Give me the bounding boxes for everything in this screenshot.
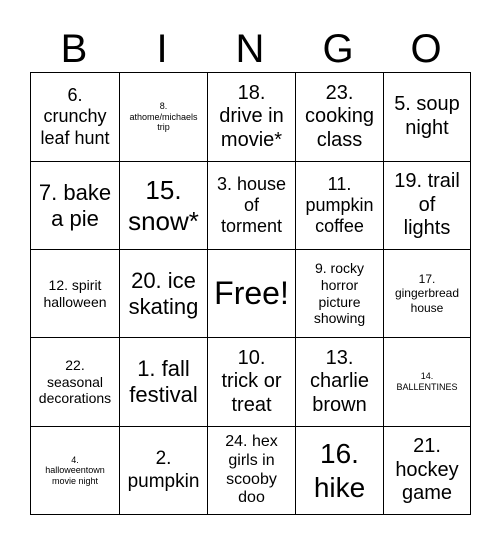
bingo-cell[interactable]: 14. BALLENTINES [384, 338, 471, 427]
free-space-cell[interactable]: Free! [208, 250, 296, 338]
bingo-cell[interactable]: 11. pumpkin coffee [296, 162, 384, 250]
bingo-cell[interactable]: 5. soup night [384, 73, 471, 162]
bingo-cell[interactable]: 24. hex girls in scooby doo [208, 427, 296, 515]
bingo-cell[interactable]: 22. seasonal decorations [31, 338, 120, 427]
header-letter-b: B [60, 26, 88, 71]
bingo-cell[interactable]: 1. fall festival [120, 338, 208, 427]
bingo-cell[interactable]: 2. pumpkin [120, 427, 208, 515]
bingo-cell[interactable]: 15. snow* [120, 162, 208, 250]
bingo-cell[interactable]: 16. hike [296, 427, 384, 515]
header-letter-i: I [156, 26, 168, 71]
bingo-cell[interactable]: 4. halloweentown movie night [31, 427, 120, 515]
bingo-cell[interactable]: 9. rocky horror picture showing [296, 250, 384, 338]
header-letter-o: O [410, 26, 442, 71]
bingo-cell[interactable]: 23. cooking class [296, 73, 384, 162]
bingo-cell[interactable]: 21. hockey game [384, 427, 471, 515]
bingo-cell[interactable]: 13. charlie brown [296, 338, 384, 427]
bingo-cell[interactable]: 3. house of torment [208, 162, 296, 250]
bingo-cell[interactable]: 7. bake a pie [31, 162, 120, 250]
bingo-cell[interactable]: 8. athome/michaels trip [120, 73, 208, 162]
bingo-cell[interactable]: 17. gingerbread house [384, 250, 471, 338]
header-letter-g: G [322, 26, 354, 71]
bingo-header [30, 26, 471, 72]
bingo-cell[interactable]: 10. trick or treat [208, 338, 296, 427]
bingo-board [30, 72, 471, 515]
bingo-cell[interactable]: 12. spirit halloween [31, 250, 120, 338]
bingo-cell[interactable]: 19. trail of lights [384, 162, 471, 250]
header-letter-n: N [235, 26, 265, 71]
bingo-cell[interactable]: 20. ice skating [120, 250, 208, 338]
bingo-cell[interactable]: 6. crunchy leaf hunt [31, 73, 120, 162]
bingo-cell[interactable]: 18. drive in movie* [208, 73, 296, 162]
